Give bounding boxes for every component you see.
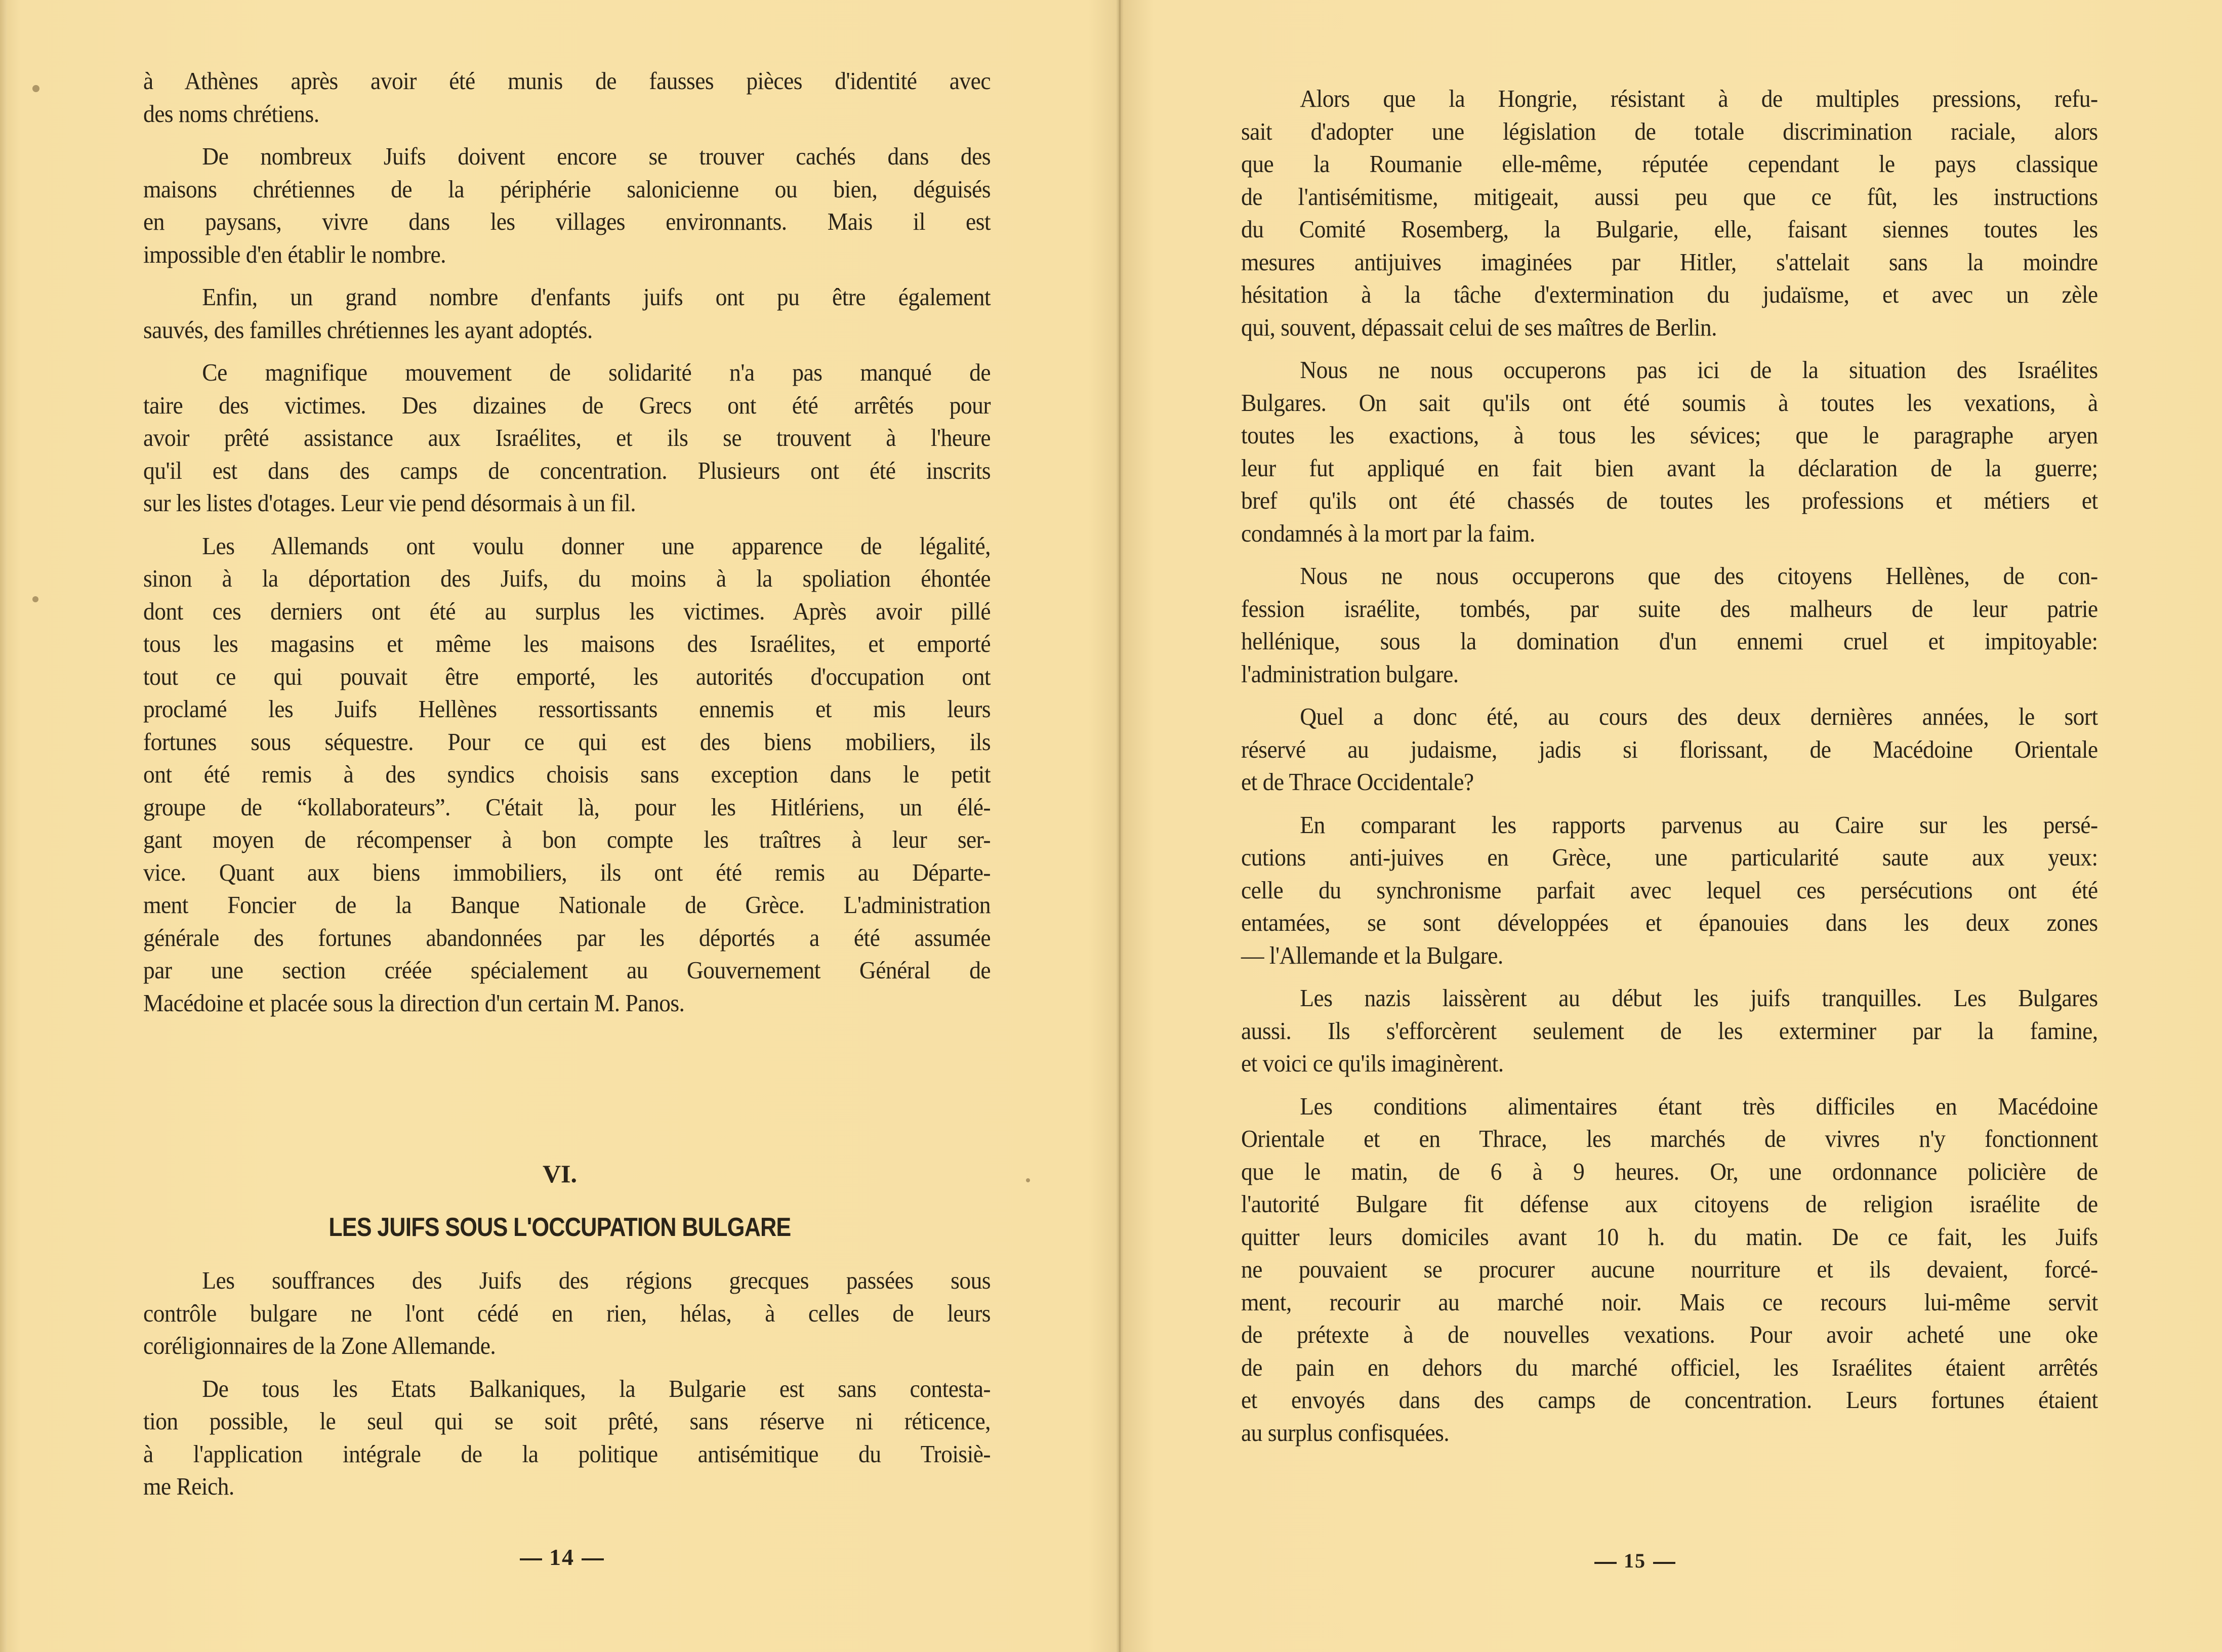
text-line: réservé au judaisme, jadis si florissant, de Macédoine Orientale xyxy=(1241,735,2098,763)
text-line: Alors que la Hongrie, résistant à de multiples pressions, refu- xyxy=(1300,85,2098,112)
text-line: sait d'adopter une législation de totale discrimination raciale, alors xyxy=(1241,117,2098,145)
text-line: l'administration bulgare. xyxy=(1241,659,1459,688)
paragraph xyxy=(143,1373,991,1503)
page-number-right xyxy=(1584,1549,1685,1573)
text-line: taire des victimes. Des dizaines de Grecs ont été arrêtés pour xyxy=(143,391,991,419)
paragraph xyxy=(1241,560,2098,690)
paragraph xyxy=(143,140,991,271)
text-line: sinon à la déportation des Juifs, du moins à la spoliation éhontée xyxy=(143,564,991,592)
page-number-left xyxy=(506,1544,618,1571)
text-line: sur les listes d'otages. Leur vie pend désormais à un fil. xyxy=(143,489,636,517)
paragraph xyxy=(1241,1090,2098,1450)
text-line: aussi. Ils s'efforcèrent seulement de les exterminer par la famine, xyxy=(1241,1016,2098,1045)
text-line: au surplus confisquées. xyxy=(1241,1418,1450,1447)
text-line: Nous ne nous occuperons pas ici de la situation des Israélites xyxy=(1300,356,2098,384)
page-number-value: 14 xyxy=(549,1544,574,1570)
text-line: avoir prêté assistance aux Israélites, et ils se trouvent à l'heure xyxy=(143,424,991,451)
text-line: dont ces derniers ont été au surplus les victimes. Après avoir pillé xyxy=(143,597,991,625)
text-line: ne pouvaient se procurer aucune nourriture et ils devaient, forcé- xyxy=(1241,1255,2098,1283)
text-line: que la Roumanie elle-même, réputée cependant le pays classique xyxy=(1241,150,2098,178)
text-line: maisons chrétiennes de la périphérie salonicienne ou bien, déguisés xyxy=(143,175,991,203)
paragraph xyxy=(143,356,991,520)
text-line: De tous les Etats Balkaniques, la Bulgarie est sans contesta- xyxy=(202,1374,991,1402)
text-line: Quel a donc été, au cours des deux dernières années, le sort xyxy=(1300,703,2098,730)
text-line: — l'Allemande et la Bulgare. xyxy=(1241,941,1503,969)
right-page-body xyxy=(1241,82,2098,1449)
text-line: du Comité Rosemberg, la Bulgarie, elle, faisant siennes toutes les xyxy=(1241,215,2098,243)
text-line: hésitation à la tâche d'extermination du judaïsme, et avec un zèle xyxy=(1241,280,2098,308)
text-line: impossible d'en établir le nombre. xyxy=(143,240,446,268)
text-line: sauvés, des familles chrétiennes les ayant adoptés. xyxy=(143,315,593,344)
page-number-dash xyxy=(582,1558,604,1560)
text-line: Macédoine et placée sous la direction d'un certain M. Panos. xyxy=(143,988,685,1017)
text-line: leur fut appliqué en fait bien avant la déclaration de la guerre; xyxy=(1241,453,2098,482)
right-page xyxy=(1121,0,2222,1652)
text-line: de l'antisémitisme, mitigeait, aussi peu que ce fût, les instructions xyxy=(1241,182,2098,211)
text-line: vice. Quant aux biens immobiliers, ils ont été remis au Départe- xyxy=(143,858,991,886)
text-line: Les Allemands ont voulu donner une apparence de légalité, xyxy=(202,531,991,560)
paragraph xyxy=(143,530,991,1020)
text-line: ment Foncier de la Banque Nationale de Grèce. L'administration xyxy=(143,891,991,919)
text-line: Ce magnifique mouvement de solidarité n'a pas manqué de xyxy=(202,358,991,386)
paragraph xyxy=(1241,809,2098,972)
text-line: mesures antijuives imaginées par Hitler, s'attelait sans la moindre xyxy=(1241,247,2098,276)
left-page-body-bottom xyxy=(143,1264,991,1503)
text-line: contrôle bulgare ne l'ont cédé en rien, hélas, à celles de leurs xyxy=(143,1299,991,1327)
text-line: entamées, se sont développées et épanouies dans les deux zones xyxy=(1241,908,2098,936)
text-line: Les nazis laissèrent au début les juifs tranquilles. Les Bulgares xyxy=(1300,984,2098,1012)
paragraph xyxy=(143,281,991,346)
text-line: cutions anti-juives en Grèce, une particularité saute aux yeux: xyxy=(1241,843,2098,871)
text-line: Les souffrances des Juifs des régions grecques passées sous xyxy=(202,1266,991,1294)
text-line: toutes les exactions, à tous les sévices; que le paragraphe aryen xyxy=(1241,421,2098,449)
text-line: Bulgares. On sait qu'ils ont été soumis à toutes les vexations, à xyxy=(1241,388,2098,417)
text-line: et de Thrace Occidentale? xyxy=(1241,768,1474,796)
text-line: en paysans, vivre dans les villages environnants. Mais il est xyxy=(143,208,991,235)
text-line: de prétexte à de nouvelles vexations. Pour avoir acheté une oke xyxy=(1241,1320,2098,1348)
text-line: et voici ce qu'ils imaginèrent. xyxy=(1241,1049,1504,1077)
left-page-body-top xyxy=(143,65,991,1019)
page-number-dash xyxy=(1653,1562,1675,1564)
text-line: Orientale et en Thrace, les marchés de vivres n'y fonctionnent xyxy=(1241,1125,2098,1152)
text-line: De nombreux Juifs doivent encore se trouver cachés dans des xyxy=(202,142,991,170)
page-number-value: 15 xyxy=(1624,1549,1646,1572)
paragraph xyxy=(1241,700,2098,799)
text-line: celle du synchronisme parfait avec lequel ces persécutions ont été xyxy=(1241,876,2098,904)
text-line: qu'il est dans des camps de concentration. Plusieurs ont été inscrits xyxy=(143,456,991,484)
text-line: que le matin, de 6 à 9 heures. Or, une ordonnance policière de xyxy=(1241,1157,2098,1185)
text-line: fortunes sous séquestre. Pour ce qui est des biens mobiliers, ils xyxy=(143,727,991,756)
page-number-dash xyxy=(520,1558,542,1560)
text-line: ont été remis à des syndics choisis sans exception dans le petit xyxy=(143,760,991,788)
text-line: bref qu'ils ont été chassés de toutes les professions et métiers et xyxy=(1241,486,2098,514)
text-line: fession israélite, tombés, par suite des malheurs de leur patrie xyxy=(1241,594,2098,623)
text-line: hellénique, sous la domination d'un ennemi cruel et impitoyable: xyxy=(1241,627,2098,655)
text-line: tion possible, le seul qui se soit prêté, sans réserve ni réticence, xyxy=(143,1407,991,1435)
text-line: quitter leurs domiciles avant 10 h. du matin. De ce fait, les Juifs xyxy=(1241,1222,2098,1251)
section-title-text: LES JUIFS SOUS L'OCCUPATION BULGARE xyxy=(328,1213,791,1242)
text-line: l'autorité Bulgare fit défense aux citoyens de religion israélite de xyxy=(1241,1190,2098,1218)
text-line: tous les magasins et même les maisons des Israélites, et emporté xyxy=(143,630,991,657)
text-line: à Athènes après avoir été munis de fausses pièces d'identité avec xyxy=(143,67,991,95)
section-number: VI. xyxy=(542,1160,578,1188)
text-line: ment, recourir au marché noir. Mais ce recours lui-même servit xyxy=(1241,1288,2098,1316)
paragraph xyxy=(1241,982,2098,1080)
text-line: générale des fortunes abandonnées par les déportés a été assumée xyxy=(143,923,991,952)
text-line: me Reich. xyxy=(143,1472,234,1500)
text-line: Les conditions alimentaires étant très difficiles en Macédoine xyxy=(1300,1092,2098,1120)
text-line: qui, souvent, dépassait celui de ses maîtres de Berlin. xyxy=(1241,313,1717,341)
text-line: Enfin, un grand nombre d'enfants juifs ont pu être également xyxy=(202,283,991,311)
text-line: tout ce qui pouvait être emporté, les autorités d'occupation ont xyxy=(143,662,991,690)
text-line: groupe de “kollaborateurs”. C'était là, pour les Hitlériens, un élé- xyxy=(143,793,991,821)
paragraph xyxy=(143,1264,991,1362)
text-line: coréligionnaires de la Zone Allemande. xyxy=(143,1332,496,1359)
paragraph xyxy=(1241,82,2098,344)
text-line: et envoyés dans des camps de concentration. Leurs fortunes étaient xyxy=(1241,1386,2098,1414)
text-line: des noms chrétiens. xyxy=(143,99,319,128)
text-line: proclamé les Juifs Hellènes ressortissants ennemis et mis leurs xyxy=(143,695,991,723)
page-number-dash xyxy=(1594,1562,1617,1564)
text-line: gant moyen de récompenser à bon compte les traîtres à leur ser- xyxy=(143,825,991,853)
paragraph xyxy=(1241,354,2098,550)
text-line: de pain en dehors du marché officiel, les Israélites étaient arrêtés xyxy=(1241,1353,2098,1381)
paragraph xyxy=(143,65,991,130)
text-line: Nous ne nous occuperons que des citoyens Hellènes, de con- xyxy=(1300,562,2098,590)
text-line: à l'application intégrale de la politique antisémitique du Troisiè- xyxy=(143,1439,991,1468)
text-line: par une section créée spécialement au Gouvernement Général de xyxy=(143,956,991,984)
text-line: En comparant les rapports parvenus au Caire sur les persé- xyxy=(1300,810,2098,839)
text-line: condamnés à la mort par la faim. xyxy=(1241,519,1535,547)
section-title xyxy=(0,1212,1120,1243)
